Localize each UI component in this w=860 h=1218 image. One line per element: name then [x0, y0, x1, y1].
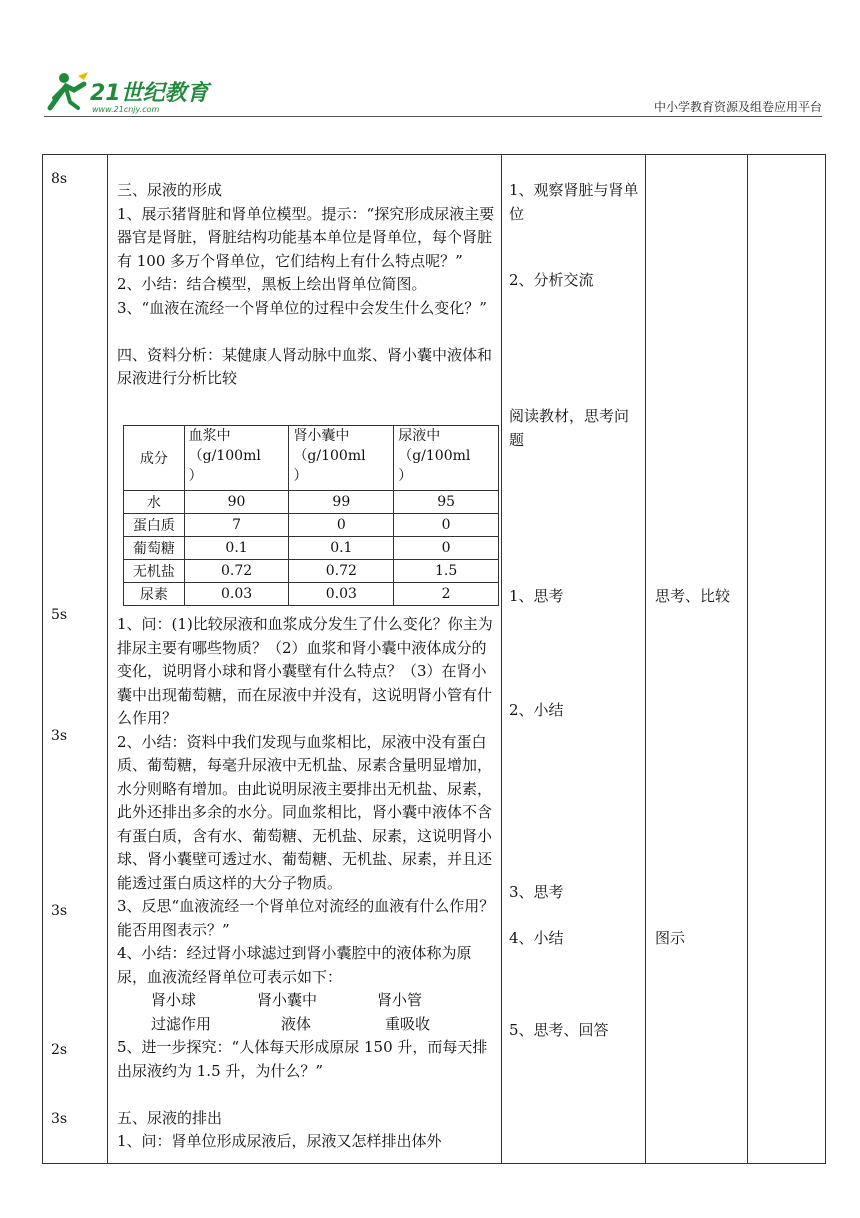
spacer [117, 320, 499, 344]
time-label: 2s [51, 1042, 68, 1058]
flow-row: 过滤作用 液体 重吸收 [151, 1014, 431, 1033]
student-activity: 1、观察肾脏与肾单位 [509, 181, 639, 223]
design-intent: 思考、比较 [655, 587, 731, 605]
table-cell: 0.72 [184, 560, 289, 583]
table-row [124, 560, 499, 583]
table-cell: 尿素 [124, 583, 185, 606]
column-divider [107, 155, 108, 1163]
logo-url-text: www.21cnjy.com [92, 105, 160, 114]
student-activity: 2、小结 [509, 701, 564, 719]
paragraph: 4、小结：经过肾小球滤过到肾小囊腔中的液体称为原尿，血液流经肾单位可表示如下： [117, 944, 472, 986]
logo-main-text: 21世纪教育 [90, 81, 209, 106]
paragraph: 1、展示猪肾脏和肾单位模型。提示：“探究形成尿液主要器官是肾脏，肾脏结构功能基本单位是肾单位，每个肾脏有 100 多万个肾单位，它们结构上有什么特点呢？” [117, 204, 495, 270]
section-title: 五、尿液的排出 [117, 1108, 223, 1127]
time-label: 3s [51, 728, 68, 744]
table-cell: 90 [184, 491, 289, 514]
table-cell: 0.03 [289, 583, 394, 606]
time-label: 3s [51, 903, 68, 919]
time-label: 5s [51, 607, 68, 623]
teacher-activity [117, 179, 499, 391]
column-divider [645, 155, 646, 1163]
section-title: 四、资料分析：某健康人肾动脉中血浆、肾小囊中液体和尿液进行分析比较 [117, 345, 493, 387]
student-activity: 2、分析交流 [509, 271, 594, 289]
paragraph: 5、进一步探究：“人体每天形成原尿 150 升，而每天排出尿液约为 1.5 升，为什么？” [117, 1038, 488, 1080]
paragraph: 3、“血液在流经一个肾单位的过程中会发生什么变化？” [117, 298, 487, 317]
table-cell: 0.1 [289, 537, 394, 560]
paragraph: 1、问：(1)比较尿液和血浆成分发生了什么变化？你主为排尿主要有哪些物质？（2）血浆和肾小囊中液体成分的变化，说明肾小球和肾小囊壁有什么特点？（3）在肾小囊中出现葡萄糖，而在尿液中并没有，这说明肾小管有什么作用？ [117, 615, 493, 727]
table-header-cell: 成分 [124, 426, 185, 491]
table-row [124, 537, 499, 560]
runner-logo-icon [50, 72, 88, 108]
table-cell: 7 [184, 514, 289, 537]
paragraph: 1、问：肾单位形成尿液后，尿液又怎样排出体外 [117, 1132, 442, 1150]
table-cell: 0 [394, 514, 499, 537]
table-cell: 2 [394, 583, 499, 606]
table-header-cell: 血浆中 （g/100ml ） [184, 426, 289, 491]
header-divider [44, 116, 822, 117]
table-cell: 95 [394, 491, 499, 514]
flow-row: 肾小球 肾小囊中 肾小管 [151, 991, 423, 1009]
table-cell: 99 [289, 491, 394, 514]
table-row [124, 491, 499, 514]
table-header-row [124, 426, 499, 491]
design-intent: 图示 [655, 929, 686, 947]
table-cell: 无机盐 [124, 560, 185, 583]
platform-name: 中小学教育资源及组卷应用平台 [653, 100, 822, 114]
table-header-cell: 肾小囊中 （g/100ml ） [289, 426, 394, 491]
student-activity: 4、小结 [509, 929, 564, 947]
table-row [124, 514, 499, 537]
student-activity: 3、思考 [509, 883, 564, 901]
table-cell: 0.1 [184, 537, 289, 560]
column-divider [501, 155, 502, 1163]
table-cell: 水 [124, 491, 185, 514]
composition-table [123, 425, 499, 606]
lesson-table [42, 154, 826, 1164]
table-cell: 0.72 [289, 560, 394, 583]
table-cell: 0 [394, 537, 499, 560]
paragraph: 2、小结：结合模型，黑板上绘出肾单位简图。 [117, 275, 427, 293]
time-label: 3s [51, 1111, 68, 1127]
table-cell: 1.5 [394, 560, 499, 583]
logo [44, 68, 244, 118]
table-cell: 0 [289, 514, 394, 537]
table-row [124, 583, 499, 606]
table-cell: 蛋白质 [124, 514, 185, 537]
table-header-cell: 尿液中 （g/100ml ） [394, 426, 499, 491]
paragraph: 2、小结：资料中我们发现与血浆相比，尿液中没有蛋白质、葡萄糖，每毫升尿液中无机盐、尿素含量明显增加，水分则略有增加。由此说明尿液主要排出无机盐、尿素，此外还排出多余的水分。同血浆相比，肾小囊中液体不含有蛋白质，含有水、葡萄糖、无机盐、尿素，这说明肾小球、肾小囊壁可透过水、葡萄糖、无机盐、尿素，并且还能透过蛋白质这样的大分子物质。 [117, 732, 493, 892]
section-title: 三、尿液的形成 [117, 181, 223, 199]
paragraph: 3、反思“血液流经一个肾单位对流经的血液有什么作用？能否用图表示？” [117, 897, 495, 939]
page-header [0, 0, 860, 120]
column-divider [747, 155, 748, 1163]
student-activity: 5、思考、回答 [509, 1021, 609, 1039]
table-cell: 0.03 [184, 583, 289, 606]
student-activity: 阅读教材，思考问题 [509, 407, 630, 449]
teacher-activity-continued [117, 613, 499, 1154]
spacer [117, 1083, 499, 1107]
table-cell: 葡萄糖 [124, 537, 185, 560]
student-activity: 1、思考 [509, 587, 564, 605]
time-label: 8s [51, 171, 68, 187]
